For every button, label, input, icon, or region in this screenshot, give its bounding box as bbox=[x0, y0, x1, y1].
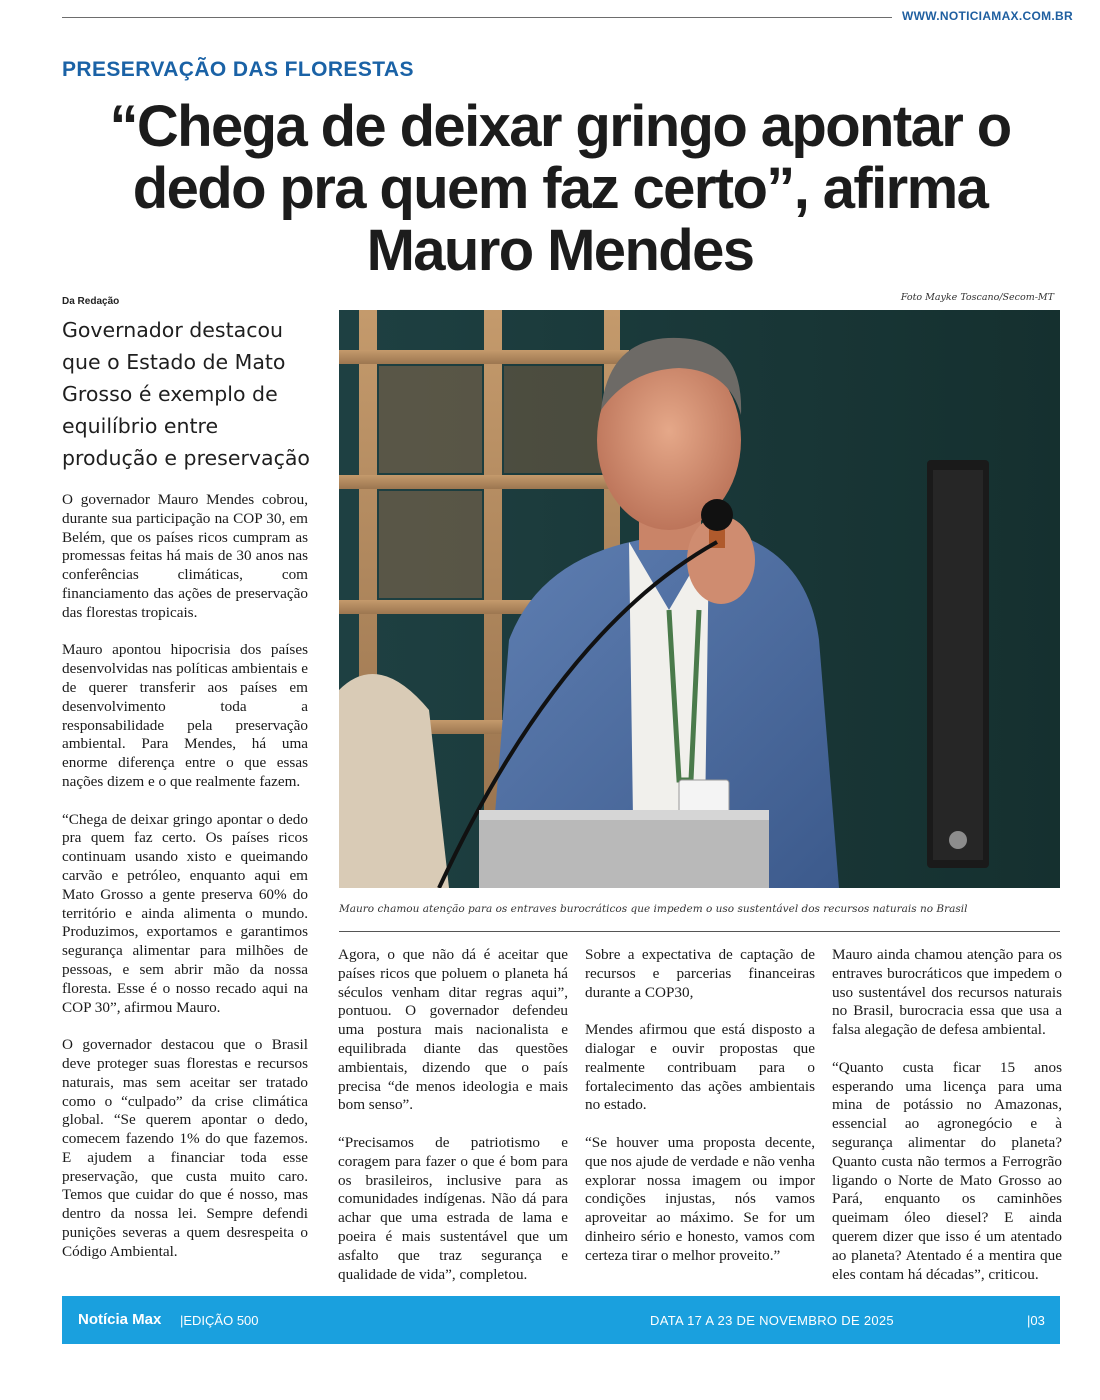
paragraph: “Quanto custa ficar 15 anos esperando uma licença para uma mina de potássio no Amazonas, essencial ao agronegócio e à segurança alimentar do planeta? Quanto custa não termos a Ferrogrão ligando o Norte de Mato Grosso ao Pará, enquanto os caminhões queimam óleo diesel? E ainda querem dizer que isso é um atentado ao planeta? Atentado é a mentira que eles contam há décadas”, criticou. bbox=[832, 1058, 1062, 1283]
photo-caption: Mauro chamou atenção para os entraves burocráticos que impedem o uso sustentável dos recursos naturais no Brasil bbox=[339, 903, 968, 915]
paragraph: O governador destacou que o Brasil deve proteger suas florestas e recursos naturais, mas sem aceitar ser tratado como o “culpado” da crise climática global. “Se querem apontar o dedo, comecem fazendo 1% do que fazemos. E ajudem a financiar toda esse preservação, que custa muito caro. Temos que cuidar do que é nosso, mas dentro da nossa lei. Sempre defendi punições severas a quem desrespeita o Código Ambiental. bbox=[62, 1036, 308, 1260]
section-kicker: PRESERVAÇÃO DAS FLORESTAS bbox=[62, 58, 414, 81]
paragraph: “Chega de deixar gringo apontar o dedo pra quem faz certo. Os países ricos continuam usando xisto e queimando carvão e petróleo, enquanto aqui em Mato Grosso a gente preserva 60% do território e ainda alimenta o mundo. Produzimos, exportamos e garantimos segurança alimentar para milhões de pessoas, e sem abrir mão da nossa floresta. Esse é o nosso recado aqui na COP 30”, afirmou Mauro. bbox=[62, 810, 308, 1016]
subtitle: Governador destacou que o Estado de Mato Grosso é exemplo de equilíbrio entre produção e preservação bbox=[62, 318, 310, 470]
article-column-2 bbox=[338, 946, 568, 1303]
article-column-1 bbox=[62, 491, 308, 1280]
headline: “Chega de deixar gringo apontar o dedo pra quem faz certo”, afirma Mauro Mendes bbox=[109, 94, 1011, 283]
footer-bar bbox=[62, 1296, 1060, 1344]
paragraph: Agora, o que não dá é aceitar que países ricos que poluem o planeta há séculos venham ditar regras aqui”, pontuou. O governador defendeu uma postura mais nacionalista e equilibrada diante das questões ambientais, dizendo que o país precisa “de menos ideologia e mais bom senso”. bbox=[338, 946, 568, 1114]
site-url: WWW.NOTICIAMAX.COM.BR bbox=[902, 9, 1073, 23]
footer-page-number: |03 bbox=[1027, 1313, 1045, 1328]
byline: Da Redação bbox=[62, 296, 120, 307]
footer-edition: |EDIÇÃO 500 bbox=[180, 1313, 259, 1328]
paragraph: “Se houver uma proposta decente, que nos ajude de verdade e não venha explorar nossa imagem ou impor condições injustas, nós vamos aproveitar ao máximo. Se for um dinheiro sério e honesto, vamos com certeza tirar o melhor proveito.” bbox=[585, 1133, 815, 1264]
article-column-3 bbox=[585, 946, 815, 1284]
photo-credit: Foto Mayke Toscano/Secom-MT bbox=[900, 292, 1054, 303]
article-column-4 bbox=[832, 946, 1062, 1303]
article-photo bbox=[339, 310, 1060, 888]
footer-brand: Notícia Max bbox=[78, 1311, 162, 1328]
paragraph: Mauro ainda chamou atenção para os entraves burocráticos que impedem o uso sustentável dos recursos naturais no Brasil, burocracia essa que usa a falsa alegação de defesa ambiental. bbox=[832, 946, 1062, 1039]
paragraph: “Precisamos de patriotismo e coragem para fazer o que é bom para os brasileiros, inclusive para as comunidades indígenas. Não dá para achar que uma estrada de lama e poeira é mais sustentável que um asfalto que traz segurança e qualidade de vida”, completou. bbox=[338, 1133, 568, 1283]
photo-illustration bbox=[339, 310, 1060, 888]
paragraph: Mauro apontou hipocrisia dos países desenvolvidas nas políticas ambientais e de querer transferir aos países em desenvolvimento toda a responsabilidade pela preservação ambiental. Para Mendes, há uma enorme diferença entre o que essas nações dizem e o que realmente fazem. bbox=[62, 641, 308, 790]
top-rule bbox=[62, 17, 892, 18]
footer-date: DATA 17 A 23 DE NOVEMBRO DE 2025 bbox=[650, 1313, 894, 1328]
paragraph: Mendes afirmou que está disposto a dialogar e ouvir propostas que realmente contribuam para o fortalecimento das ações ambientais no estado. bbox=[585, 1021, 815, 1114]
paragraph: O governador Mauro Mendes cobrou, durante sua participação na COP 30, em Belém, que os países ricos cumpram as promessas feitas há mais de 30 anos nas conferências climáticas, com financiamento das ações de preservação das florestas tropicais. bbox=[62, 491, 308, 621]
caption-rule bbox=[339, 931, 1060, 932]
paragraph: Sobre a expectativa de captação de recursos e parcerias financeiras durante a COP30, bbox=[585, 946, 815, 1001]
